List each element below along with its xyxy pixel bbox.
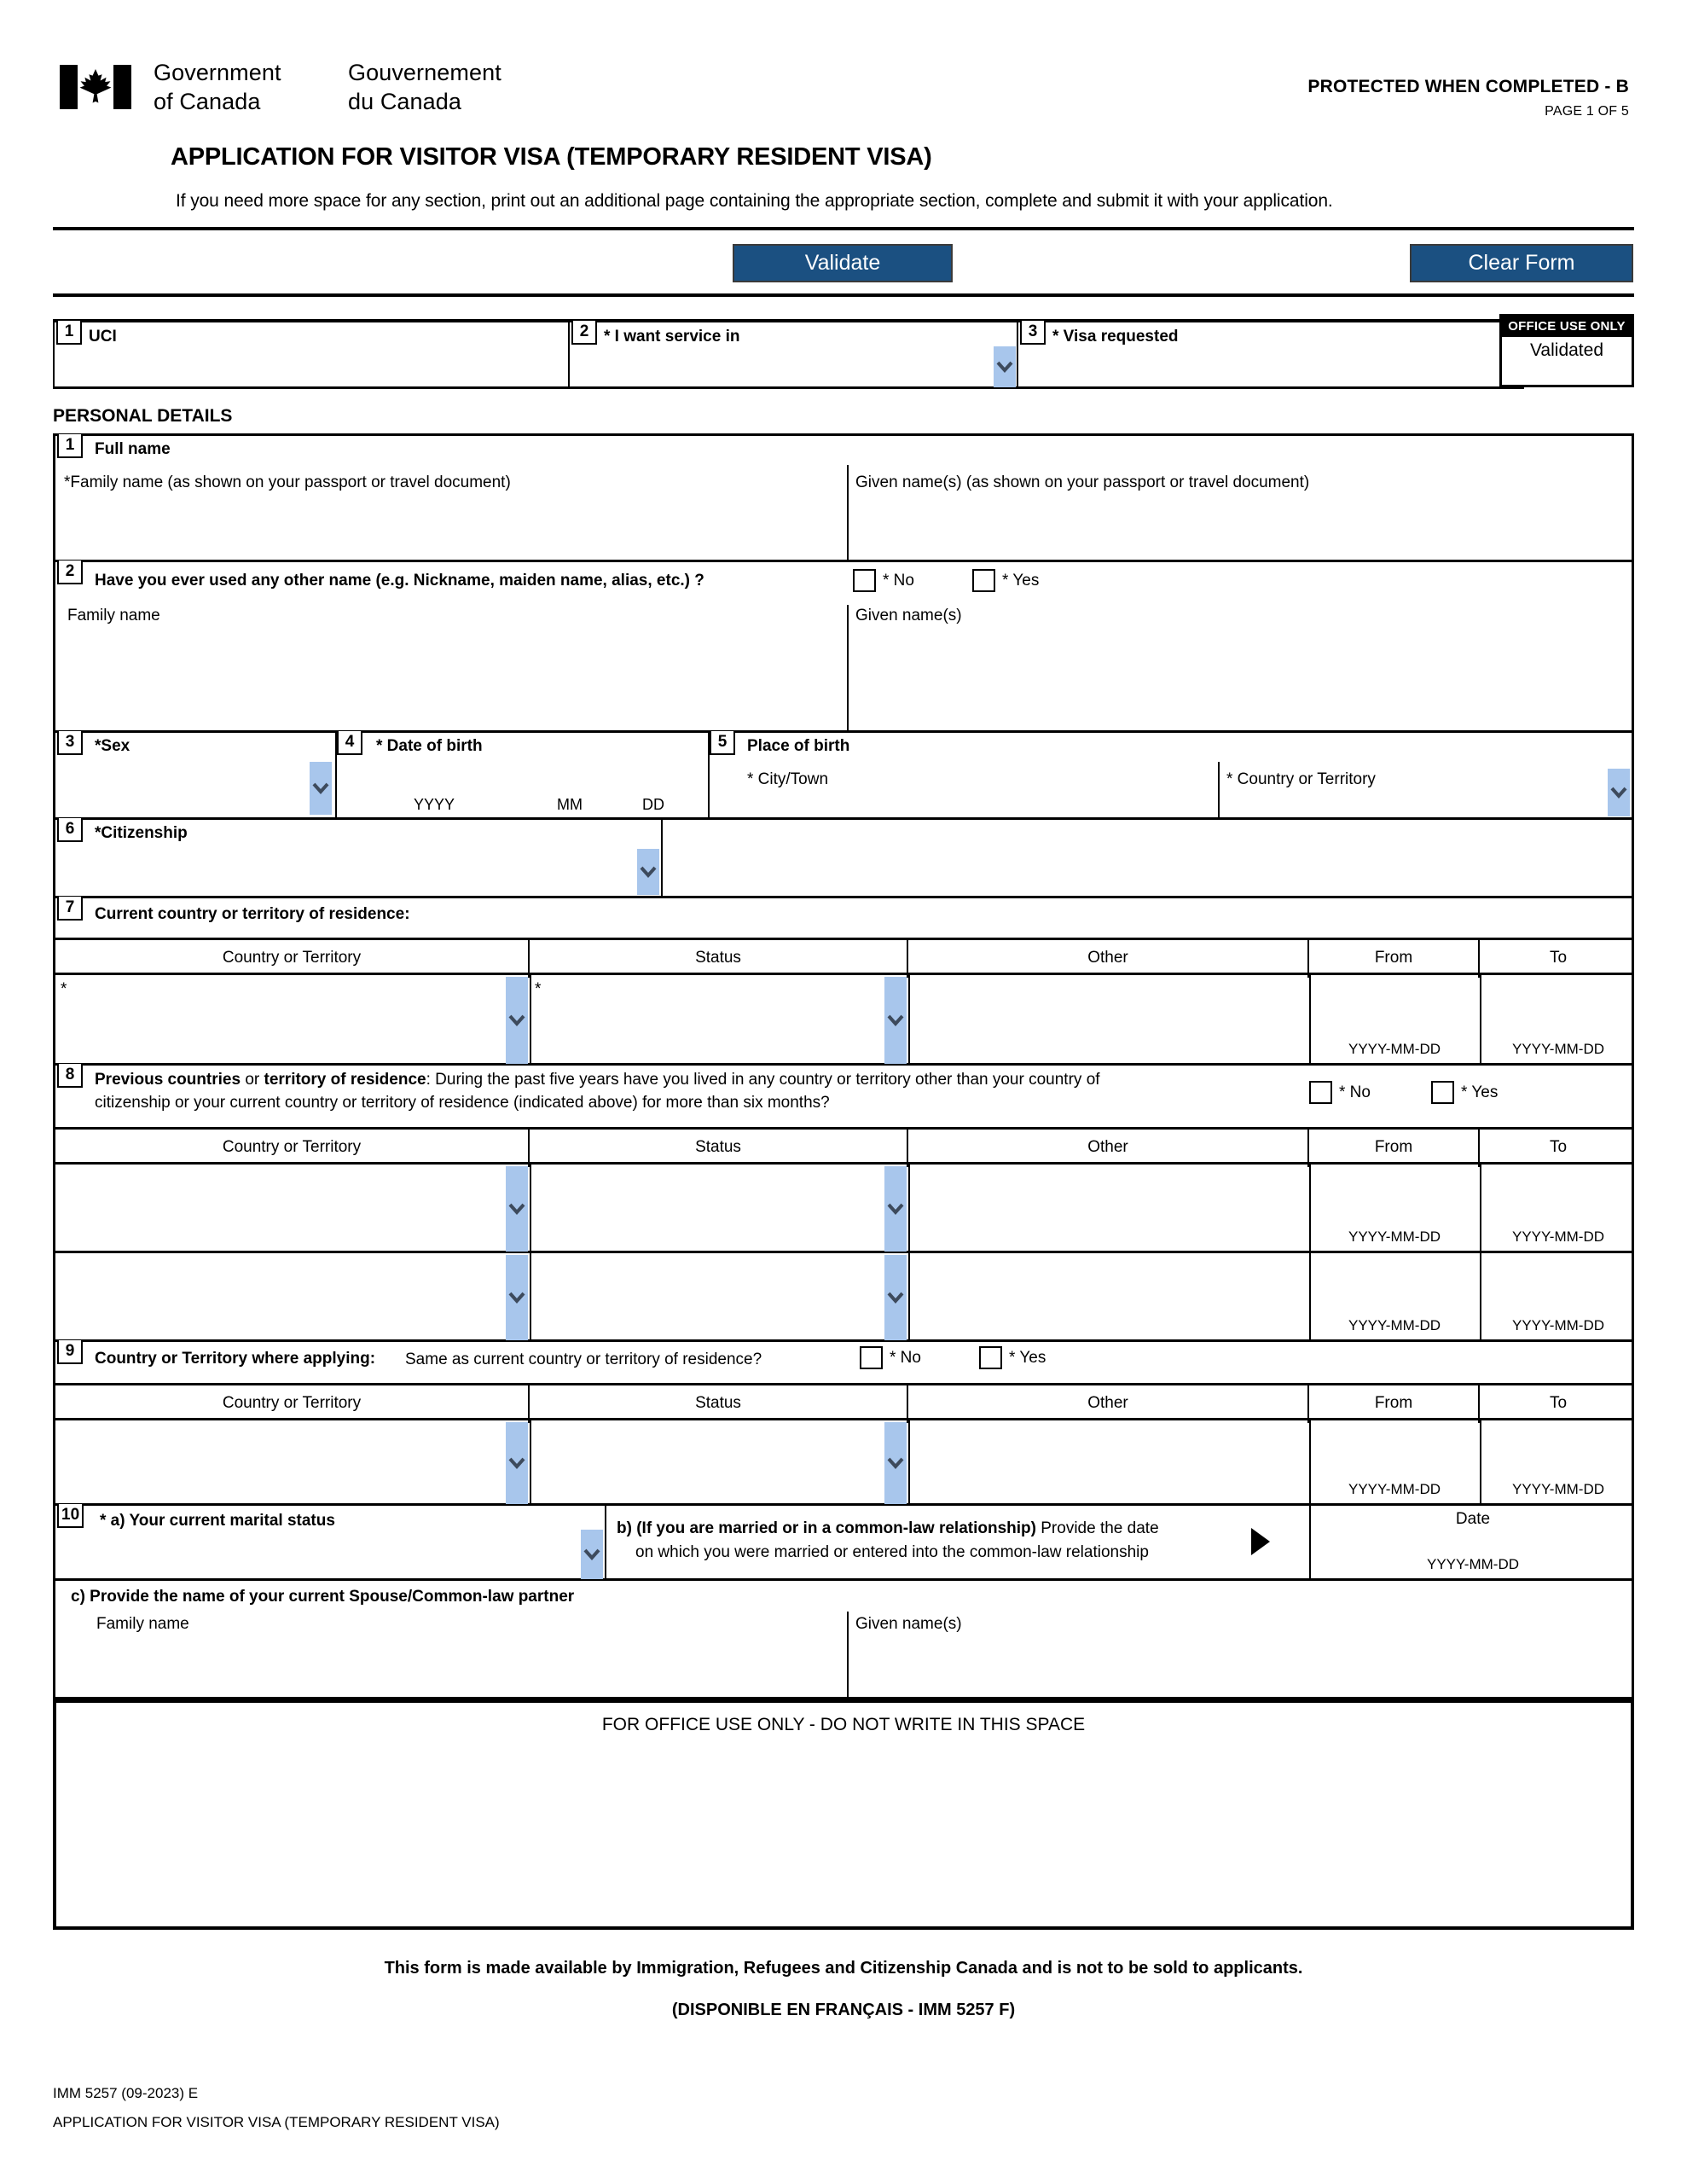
q7-country-dropdown[interactable] [506, 977, 528, 1064]
q8r2-to-hint: YYYY-MM-DD [1512, 1317, 1604, 1333]
pob-title: Place of birth [747, 737, 850, 755]
q8-table-header [55, 1127, 1632, 1165]
q10-v1 [605, 1506, 606, 1578]
canada-wordmark [60, 58, 501, 116]
sex-input[interactable] [59, 762, 311, 816]
q8r1-from-hint: YYYY-MM-DD [1348, 1228, 1441, 1245]
q9-no-label: * No [890, 1348, 921, 1367]
service-dropdown[interactable] [994, 346, 1016, 387]
chevron-down-icon [886, 1289, 905, 1306]
validate-button[interactable]: Validate [733, 244, 953, 282]
q2-no-label: * No [883, 571, 914, 590]
visa-number: 3 [1020, 321, 1046, 345]
triangle-right-icon [1249, 1526, 1272, 1561]
uci-field-cell[interactable] [53, 322, 568, 389]
citizenship-input[interactable] [59, 849, 639, 895]
sex-label: *Sex [95, 737, 130, 755]
q9-status-input[interactable] [533, 1424, 883, 1502]
gov-en-line2: of Canada [154, 89, 261, 114]
q7-status-required-star: * [535, 980, 542, 998]
pob-city-input[interactable] [713, 794, 1213, 816]
dob-yyyy-hint: YYYY [414, 796, 455, 813]
q10-number: 10 [57, 1504, 84, 1528]
q2-yes-label: * Yes [1002, 571, 1040, 590]
q8-title-row [55, 1066, 1632, 1127]
q9-title: Country or Territory where applying: [95, 1350, 376, 1368]
q7-col-country: Country or Territory [55, 940, 530, 978]
q9-country-dropdown[interactable] [506, 1422, 528, 1504]
protected-marking [1307, 77, 1629, 119]
visa-label: * Visa requested [1052, 328, 1179, 346]
q8-title-rest: : During the past five years have you lived in any country or territory other than your country of [426, 1071, 1100, 1089]
q7-to-input[interactable] [1483, 979, 1633, 1038]
chevron-down-icon [886, 1200, 905, 1217]
q9-table-header [55, 1383, 1632, 1420]
q7-other-input[interactable] [912, 979, 1306, 1062]
page-title: APPLICATION FOR VISITOR VISA (TEMPORARY RESIDENT VISA) [171, 143, 932, 171]
q2-yes-choice[interactable] [972, 569, 1058, 592]
personal-details-section [53, 406, 1634, 1699]
q2-yes-checkbox[interactable] [972, 569, 995, 592]
q8-line2: citizenship or your current country or territory of residence (indicated above) for more than six months? [95, 1094, 830, 1112]
family-name-input[interactable] [61, 497, 842, 557]
chevron-down-icon [886, 1012, 905, 1029]
pob-country-input[interactable] [1223, 794, 1609, 816]
chevron-down-icon [311, 780, 330, 797]
q10-spouse-divider [847, 1612, 849, 1697]
pob-country-label: * Country or Territory [1226, 770, 1376, 788]
q8r2-to-input[interactable] [1483, 1257, 1633, 1315]
q8r1-status-input[interactable] [533, 1168, 883, 1250]
q8-no-choice[interactable] [1309, 1081, 1389, 1104]
q9-table-row [55, 1420, 1632, 1506]
personal-details-box [53, 433, 1634, 1699]
service-field-cell[interactable] [568, 322, 1017, 389]
top-strip [53, 319, 1634, 386]
q8-yes-checkbox[interactable] [1431, 1081, 1454, 1104]
marital-status-dropdown[interactable] [581, 1530, 603, 1579]
dob-label: * Date of birth [376, 737, 483, 755]
q8-col-country: Country or Territory [55, 1130, 530, 1167]
q8r2-other-input[interactable] [912, 1257, 1306, 1339]
q8r1-to-input[interactable] [1483, 1168, 1633, 1226]
q7-v1 [530, 975, 531, 1063]
page-number-label: PAGE 1 OF 5 [1545, 104, 1629, 119]
toolbar [53, 230, 1634, 293]
spouse-given-name-input[interactable] [852, 1639, 1633, 1692]
page-subtitle: If you need more space for any section, print out an additional page containing the appropriate section, complete and submit it with your application. [176, 191, 1333, 211]
q10-b-line2: on which you were married or entered into the common-law relationship [635, 1543, 1149, 1561]
q7-col-status: Status [530, 940, 908, 978]
given-name-input[interactable] [852, 497, 1633, 557]
q8-yes-choice[interactable] [1431, 1081, 1516, 1104]
chevron-down-icon [507, 1200, 526, 1217]
q3-number: 3 [57, 731, 83, 755]
gov-en-line1: Government [154, 60, 281, 85]
q10-date-hint: YYYY-MM-DD [1427, 1556, 1519, 1572]
q8r2-country-dropdown[interactable] [506, 1255, 528, 1340]
q8r1-country-dropdown[interactable] [506, 1166, 528, 1252]
divider-below-toolbar [53, 293, 1634, 297]
q7-col-to: To [1549, 949, 1568, 967]
q8-col-status: Status [530, 1130, 908, 1167]
q8r2-country-input[interactable] [59, 1257, 504, 1339]
q7-title-row [55, 898, 1632, 938]
q2-no-choice[interactable] [853, 569, 933, 592]
q6-citizenship-row [55, 820, 1632, 898]
q2-given-name-label: Given name(s) [855, 607, 962, 624]
gov-fr-line2: du Canada [348, 89, 462, 114]
q1-full-name-row [55, 436, 1632, 562]
q9-title-row [55, 1342, 1632, 1383]
q2-other-name-row [55, 562, 1632, 733]
q1-vertical-divider [847, 465, 849, 560]
q8r1-other-input[interactable] [912, 1168, 1306, 1250]
q6-divider [661, 820, 663, 896]
chevron-down-icon [507, 1455, 526, 1472]
marriage-date-input[interactable] [1318, 1535, 1628, 1557]
q2-question: Have you ever used any other name (e.g. Nickname, maiden name, alias, etc.) ? [95, 572, 704, 590]
protected-label: PROTECTED WHEN COMPLETED - B [1307, 77, 1629, 96]
form-code: IMM 5257 (09-2023) E [53, 2085, 199, 2101]
q1-title: Full name [95, 440, 171, 458]
office-use-title: OFFICE USE ONLY [1502, 317, 1632, 337]
q10-marital-row [55, 1506, 1632, 1581]
form-name: APPLICATION FOR VISITOR VISA (TEMPORARY RESIDENT VISA) [53, 2114, 500, 2130]
title-block [0, 143, 1687, 212]
q9-no-choice[interactable] [860, 1346, 940, 1369]
q9-status-dropdown[interactable] [884, 1422, 907, 1504]
q9-from-input[interactable] [1313, 1424, 1476, 1478]
q7-status-dropdown[interactable] [884, 977, 907, 1064]
chevron-down-icon [1609, 784, 1628, 801]
q7-table-row [55, 975, 1632, 1066]
visa-field-cell[interactable] [1017, 322, 1524, 389]
q6-number: 6 [57, 818, 83, 842]
q8r2-status-input[interactable] [533, 1257, 883, 1339]
q7-table-header [55, 938, 1632, 975]
q9-col-to: To [1549, 1394, 1568, 1412]
pob-country-dropdown[interactable] [1608, 769, 1630, 816]
q8r1-country-input[interactable] [59, 1168, 504, 1250]
q9-no-checkbox[interactable] [860, 1346, 883, 1369]
wordmark-text [154, 58, 501, 116]
office-use-badge [1499, 314, 1634, 387]
service-label: * I want service in [604, 328, 740, 346]
q10-b-bold: (If you are married or in a common-law relationship) [636, 1519, 1036, 1537]
family-name-label: *Family name (as shown on your passport or travel document) [64, 473, 511, 491]
spouse-family-name-input[interactable] [93, 1639, 842, 1692]
q8-yes-label: * Yes [1461, 1083, 1499, 1101]
given-name-label: Given name(s) (as shown on your passport or travel document) [855, 473, 1310, 491]
personal-details-title: PERSONAL DETAILS [53, 406, 233, 426]
pob-city-label: * City/Town [747, 770, 829, 788]
q7-v2 [908, 975, 910, 1063]
q8r2-from-input[interactable] [1313, 1257, 1476, 1315]
q10-a-label: * a) Your current marital status [100, 1512, 335, 1530]
chevron-down-icon [639, 863, 658, 880]
dob-input[interactable] [340, 762, 697, 794]
q2-number: 2 [57, 561, 83, 584]
q2-vertical-divider [847, 605, 849, 730]
citizenship-label: *Citizenship [95, 824, 188, 842]
q7-title: Current country or territory of residence: [95, 905, 410, 923]
q7-country-required-star: * [61, 980, 67, 998]
q8r2-from-hint: YYYY-MM-DD [1348, 1317, 1441, 1333]
q7-col-other: Other [908, 940, 1309, 978]
q9-yes-label: * Yes [1009, 1348, 1046, 1367]
clear-form-button[interactable]: Clear Form [1410, 244, 1633, 282]
q9-yes-checkbox[interactable] [979, 1346, 1002, 1369]
footer-line2: (DISPONIBLE EN FRANÇAIS - IMM 5257 F) [671, 2001, 1016, 2019]
q8-title-bold2: territory of residence [264, 1071, 426, 1089]
q8-no-label: * No [1339, 1083, 1371, 1101]
q7-country-input[interactable] [59, 979, 504, 1062]
q10-spouse-row [55, 1581, 1632, 1697]
uci-label: UCI [89, 328, 117, 346]
footer-left [53, 2079, 500, 2137]
q9-col-other: Other [908, 1385, 1309, 1423]
page-header [0, 0, 1687, 119]
citizenship-dropdown[interactable] [637, 849, 659, 895]
chevron-down-icon [507, 1012, 526, 1029]
dob-dd-hint: DD [642, 796, 664, 813]
q7-to-hint: YYYY-MM-DD [1512, 1041, 1604, 1057]
q9-col-from: From [1309, 1385, 1480, 1423]
q8-number: 8 [57, 1064, 83, 1088]
chevron-down-icon [995, 358, 1014, 375]
q9-question: Same as current country or territory of residence? [405, 1350, 762, 1368]
q10-b-lead: b) [617, 1519, 637, 1537]
q9-from-hint: YYYY-MM-DD [1348, 1481, 1441, 1497]
q8-col-to: To [1549, 1138, 1568, 1156]
q7-col-from: From [1309, 940, 1480, 978]
q7-status-input[interactable] [533, 979, 883, 1062]
q10-b-line1 [617, 1519, 1299, 1538]
q8-col-from: From [1309, 1130, 1480, 1167]
q8-col-other: Other [908, 1130, 1309, 1167]
chevron-down-icon [507, 1289, 526, 1306]
q9-col-country: Country or Territory [55, 1385, 530, 1423]
q9-number: 9 [57, 1340, 83, 1364]
q9-to-input[interactable] [1483, 1424, 1633, 1478]
validated-status: Validated [1529, 340, 1603, 360]
q9-other-input[interactable] [912, 1424, 1306, 1502]
q9-to-hint: YYYY-MM-DD [1512, 1481, 1604, 1497]
sex-dropdown[interactable] [310, 762, 332, 815]
q8r1-to-hint: YYYY-MM-DD [1512, 1228, 1604, 1245]
footer-line1: This form is made available by Immigration, Refugees and Citizenship Canada and is not to be sold to applicants. [384, 1959, 1303, 1978]
q10-date-label: Date [1455, 1510, 1491, 1528]
gov-fr-line1: Gouvernement [348, 60, 501, 85]
q5-inner-divider [1218, 762, 1220, 817]
q7-from-hint: YYYY-MM-DD [1348, 1041, 1441, 1057]
spouse-family-name-label: Family name [96, 1615, 189, 1633]
q2-family-name-label: Family name [67, 607, 160, 624]
q9-col-status: Status [530, 1385, 908, 1423]
q4-number: 4 [337, 731, 362, 755]
canada-flag-icon [60, 65, 131, 109]
q8-title-normal1: or [241, 1071, 264, 1089]
q8r1-from-input[interactable] [1313, 1168, 1476, 1226]
chevron-down-icon [886, 1455, 905, 1472]
top-strip-wrap [53, 319, 1634, 386]
q9-yes-choice[interactable] [979, 1346, 1064, 1369]
q3-q5-row [55, 733, 1632, 820]
marital-status-input[interactable] [98, 1535, 581, 1579]
q10-c-label: c) Provide the name of your current Spouse/Common-law partner [71, 1588, 575, 1606]
chevron-down-icon [583, 1546, 601, 1563]
q7-from-input[interactable] [1313, 979, 1476, 1038]
q9-country-input[interactable] [59, 1424, 504, 1502]
q2-given-name-input[interactable] [852, 630, 1633, 726]
q8-title-bold1: Previous countries [95, 1071, 241, 1089]
q5-number: 5 [710, 731, 735, 755]
q1-number: 1 [57, 434, 83, 458]
q8r2-status-dropdown[interactable] [884, 1255, 907, 1340]
service-number: 2 [571, 321, 597, 345]
q8-table-row-2 [55, 1253, 1632, 1342]
uci-number: 1 [56, 321, 82, 345]
q10-b-normal: Provide the date [1035, 1519, 1159, 1537]
q8-table-row-1 [55, 1165, 1632, 1253]
q8-no-checkbox[interactable] [1309, 1081, 1332, 1104]
q7-number: 7 [57, 897, 83, 921]
q2-no-checkbox[interactable] [853, 569, 876, 592]
q8r1-status-dropdown[interactable] [884, 1166, 907, 1252]
q2-family-name-input[interactable] [64, 630, 842, 726]
spouse-given-name-label: Given name(s) [855, 1615, 962, 1633]
office-use-only-label: FOR OFFICE USE ONLY - DO NOT WRITE IN THIS SPACE [601, 1715, 1086, 1734]
dob-mm-hint: MM [557, 796, 583, 813]
office-use-only-area [53, 1699, 1634, 1930]
